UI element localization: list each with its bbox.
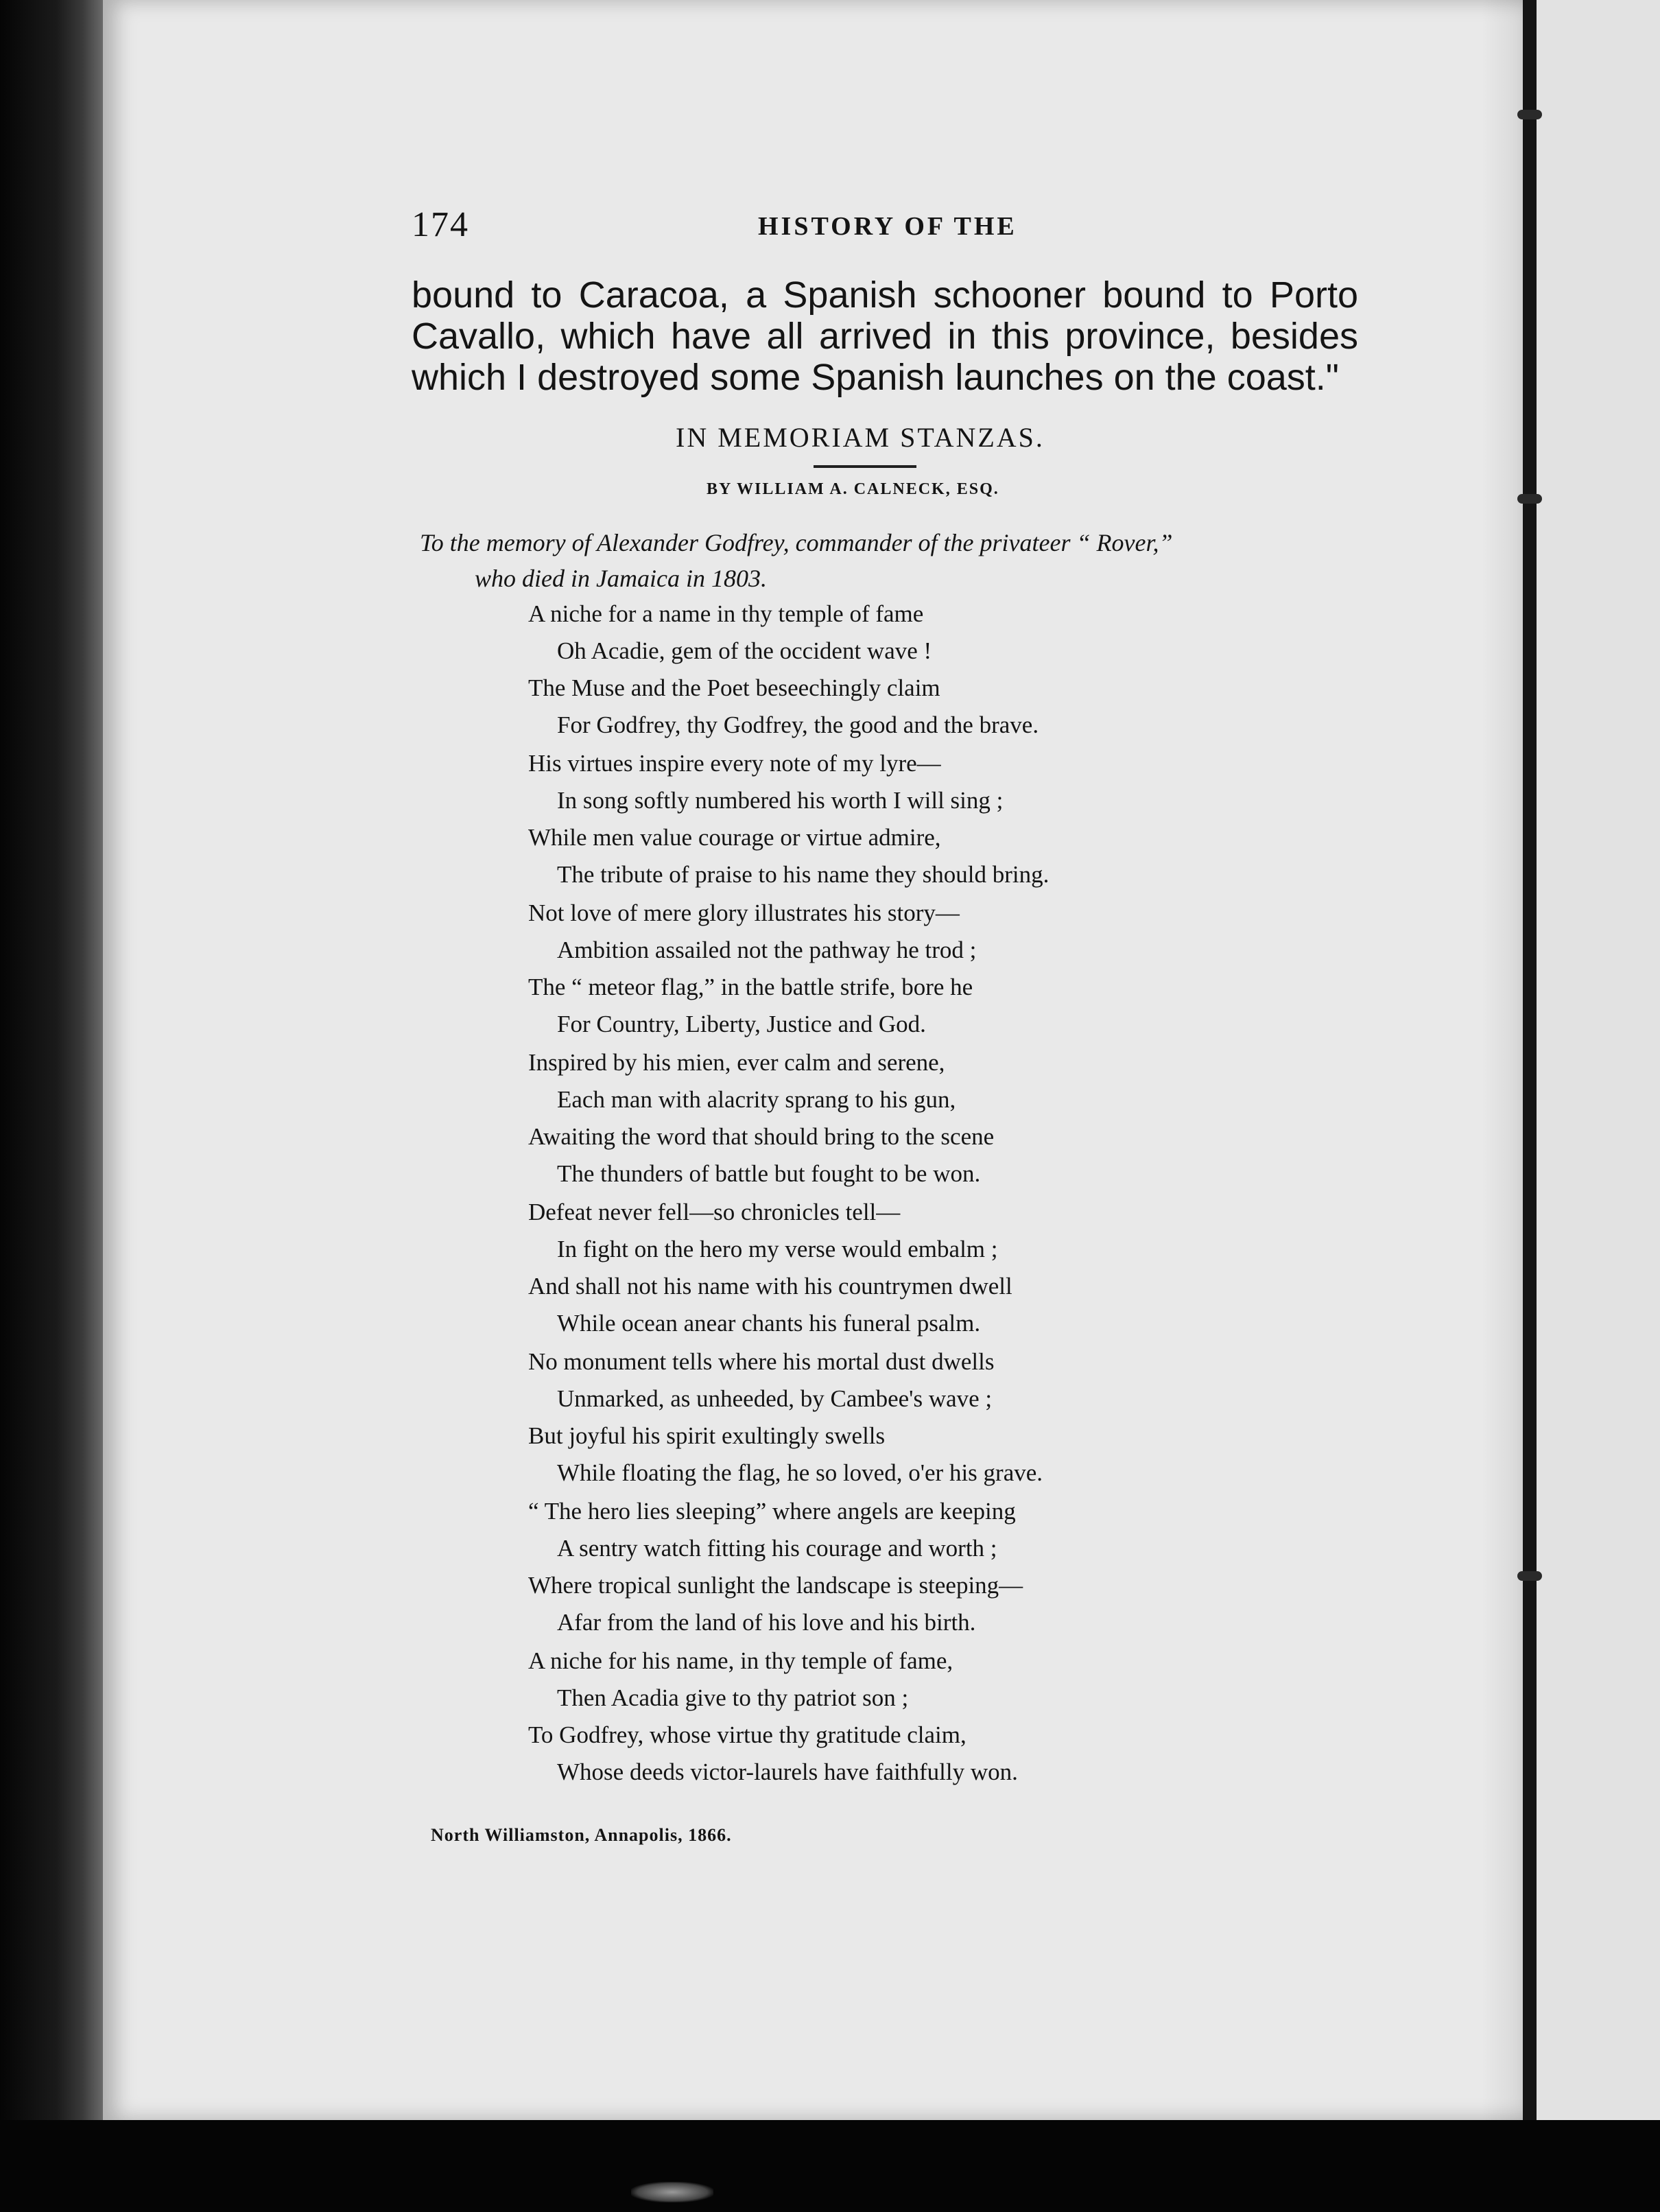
verse-line: A sentry watch fitting his courage and worth ; [557, 1535, 997, 1562]
facing-page-edge [1537, 0, 1660, 2120]
book-binding [1523, 0, 1537, 2120]
verse-line: And shall not his name with his countrymen dwell [528, 1273, 1012, 1299]
binding-stitch [1517, 110, 1542, 119]
verse-line: While floating the flag, he so loved, o'er his grave. [557, 1459, 1043, 1486]
poem-dedication [420, 525, 1449, 596]
verse-line: His virtues inspire every note of my lyre— [528, 750, 941, 777]
page-number: 174 [412, 205, 469, 244]
verse-line: Oh Acadie, gem of the occident wave ! [557, 637, 932, 664]
verse-line: Inspired by his mien, ever calm and serene, [528, 1049, 945, 1076]
poem-body [528, 596, 1420, 1792]
scanner-left-edge [0, 0, 103, 2212]
prose-line: which I destroyed some Spanish launches on the coast." [412, 357, 1339, 398]
verse-line: Each man with alacrity sprang to his gun, [557, 1086, 956, 1113]
verse-line: Afar from the land of his love and his birth. [557, 1609, 976, 1636]
page-gutter-shadow [1482, 0, 1523, 2120]
verse-line: Awaiting the word that should bring to the scene [528, 1123, 995, 1150]
verse-line: Then Acadia give to thy patriot son ; [557, 1684, 909, 1711]
verse-line: The “ meteor flag,” in the battle strife, bore he [528, 974, 973, 1000]
verse-line: Whose deeds victor-laurels have faithfully won. [557, 1758, 1018, 1785]
stanza [528, 1493, 1420, 1641]
binding-stitch [1517, 494, 1542, 504]
loose-thread [631, 2182, 713, 2202]
verse-line: While ocean anear chants his funeral psalm. [557, 1310, 981, 1337]
verse-line: “ The hero lies sleeping” where angels are keeping [528, 1498, 1016, 1525]
binding-stitch [1517, 1571, 1542, 1581]
stanza [528, 745, 1420, 893]
verse-line: To Godfrey, whose virtue thy gratitude claim, [528, 1721, 967, 1748]
scanner-bottom-edge [0, 2120, 1660, 2212]
verse-line: A niche for a name in thy temple of fame [528, 600, 924, 627]
running-head: HISTORY OF THE [758, 212, 1017, 241]
stanza [528, 596, 1420, 744]
stanza [528, 1343, 1420, 1492]
verse-line: Defeat never fell—so chronicles tell— [528, 1199, 901, 1225]
verse-line: Not love of mere glory illustrates his story— [528, 899, 960, 926]
verse-line: Unmarked, as unheeded, by Cambee's wave ; [557, 1385, 993, 1412]
verse-line: No monument tells where his mortal dust dwells [528, 1348, 995, 1375]
poem-signoff: North Williamston, Annapolis, 1866. [431, 1825, 732, 1845]
verse-line: For Godfrey, thy Godfrey, the good and the brave. [557, 711, 1039, 738]
prose-line: Cavallo, which have all arrived in this province, besides [412, 316, 1358, 357]
page-header [412, 204, 1427, 246]
poem-byline: BY WILLIAM A. CALNECK, ESQ. [707, 480, 999, 498]
title-rule [814, 465, 916, 468]
stanza [528, 895, 1420, 1043]
stanza [528, 1194, 1420, 1342]
verse-line: But joyful his spirit exultingly swells [528, 1422, 886, 1449]
prose-paragraph [412, 274, 1358, 398]
verse-line: Ambition assailed not the pathway he trod ; [557, 937, 977, 963]
stanza [528, 1044, 1420, 1192]
poem-title: IN MEMORIAM STANZAS. [676, 422, 1045, 453]
verse-line: In song softly numbered his worth I will sing ; [557, 787, 1004, 814]
prose-line: bound to Caracoa, a Spanish schooner bound to Porto [412, 274, 1358, 316]
dedication-line: To the memory of Alexander Godfrey, commander of the privateer “ Rover,” [420, 529, 1173, 556]
verse-line: Where tropical sunlight the landscape is steeping— [528, 1572, 1023, 1599]
verse-line: In fight on the hero my verse would embalm ; [557, 1236, 998, 1262]
stanza [528, 1643, 1420, 1791]
verse-line: The tribute of praise to his name they should bring. [557, 861, 1050, 888]
verse-line: While men value courage or virtue admire, [528, 824, 941, 851]
dedication-line: who died in Jamaica in 1803. [475, 565, 767, 592]
verse-line: The Muse and the Poet beseechingly claim [528, 674, 940, 701]
verse-line: A niche for his name, in thy temple of fame, [528, 1647, 953, 1674]
verse-line: For Country, Liberty, Justice and God. [557, 1011, 926, 1037]
verse-line: The thunders of battle but fought to be won. [557, 1160, 981, 1187]
